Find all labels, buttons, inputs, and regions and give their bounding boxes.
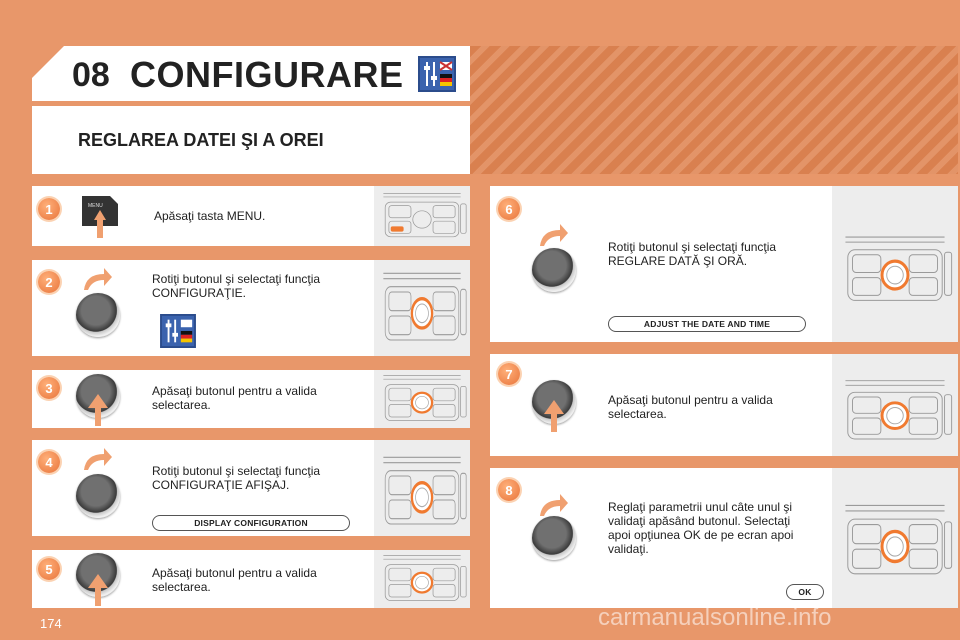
menu-key-icon — [78, 192, 122, 238]
step-6-text: Rotiţi butonul şi selectaţi funcţia REGLARE DATĂ ŞI ORĂ. — [608, 240, 777, 268]
step-5-text: Apăsaţi butonul pentru a valida selectarea. — [152, 566, 317, 594]
configuration-icon — [418, 56, 456, 92]
rotate-arrow-icon — [536, 492, 570, 518]
control-knob — [532, 516, 576, 560]
step-4-text: Rotiţi butonul şi selectaţi funcţia CONFIGURAŢIE AFIŞAJ. — [152, 464, 321, 492]
step-7-text: Apăsaţi butonul pentru a valida selectarea. — [608, 393, 773, 421]
display-label: DISPLAY CONFIGURATION — [152, 515, 350, 531]
control-knob — [76, 474, 120, 518]
step-number-badge: 4 — [38, 451, 60, 473]
radio-panel-drawing — [376, 452, 468, 532]
radio-panel-drawing — [836, 232, 954, 308]
radio-panel-drawing — [376, 552, 468, 606]
display-label: ADJUST THE DATE AND TIME — [608, 316, 806, 332]
ok-label: OK — [786, 584, 824, 600]
control-knob — [532, 248, 576, 292]
step-number-badge: 7 — [498, 363, 520, 385]
configuration-icon — [160, 314, 196, 348]
page-number: 174 — [40, 616, 62, 631]
press-arrow-icon — [544, 400, 564, 432]
step-number-badge: 2 — [38, 271, 60, 293]
chapter-title: CONFIGURARE — [130, 54, 404, 95]
radio-panel-drawing — [836, 376, 954, 446]
press-arrow-icon — [88, 574, 108, 606]
step-number-badge: 8 — [498, 479, 520, 501]
step-number-badge: 3 — [38, 377, 60, 399]
step-3-text: Apăsaţi butonul pentru a valida selectarea. — [152, 384, 317, 412]
step-number-badge: 1 — [38, 198, 60, 220]
rotate-arrow-icon — [536, 222, 570, 248]
step-number-badge: 5 — [38, 558, 60, 580]
header-stripes — [470, 46, 958, 174]
control-knob — [76, 293, 120, 337]
rotate-arrow-icon — [80, 446, 114, 472]
radio-panel-drawing — [376, 372, 468, 426]
step-2-text: Rotiţi butonul şi selectaţi funcţia CONFIGURAŢIE. — [152, 272, 321, 300]
chapter-number: 08 — [72, 56, 110, 94]
radio-panel-drawing — [836, 500, 954, 582]
step-8-text: Reglaţi parametrii unul câte unul şi validaţi apăsând butonul. Selectaţi apoi opţiunea OK de pe ecran apoi validaţi. — [608, 500, 794, 556]
watermark: carmanualsonline.info — [598, 604, 832, 631]
radio-panel-drawing — [376, 268, 468, 348]
step-number-badge: 6 — [498, 198, 520, 220]
rotate-arrow-icon — [80, 266, 114, 292]
step-1-text: Apăsaţi tasta MENU. — [154, 209, 266, 223]
press-arrow-icon — [88, 394, 108, 426]
section-title: REGLAREA DATEI ŞI A OREI — [78, 130, 324, 150]
menu-key-label: MENU — [88, 203, 103, 209]
radio-panel-drawing — [376, 190, 468, 242]
